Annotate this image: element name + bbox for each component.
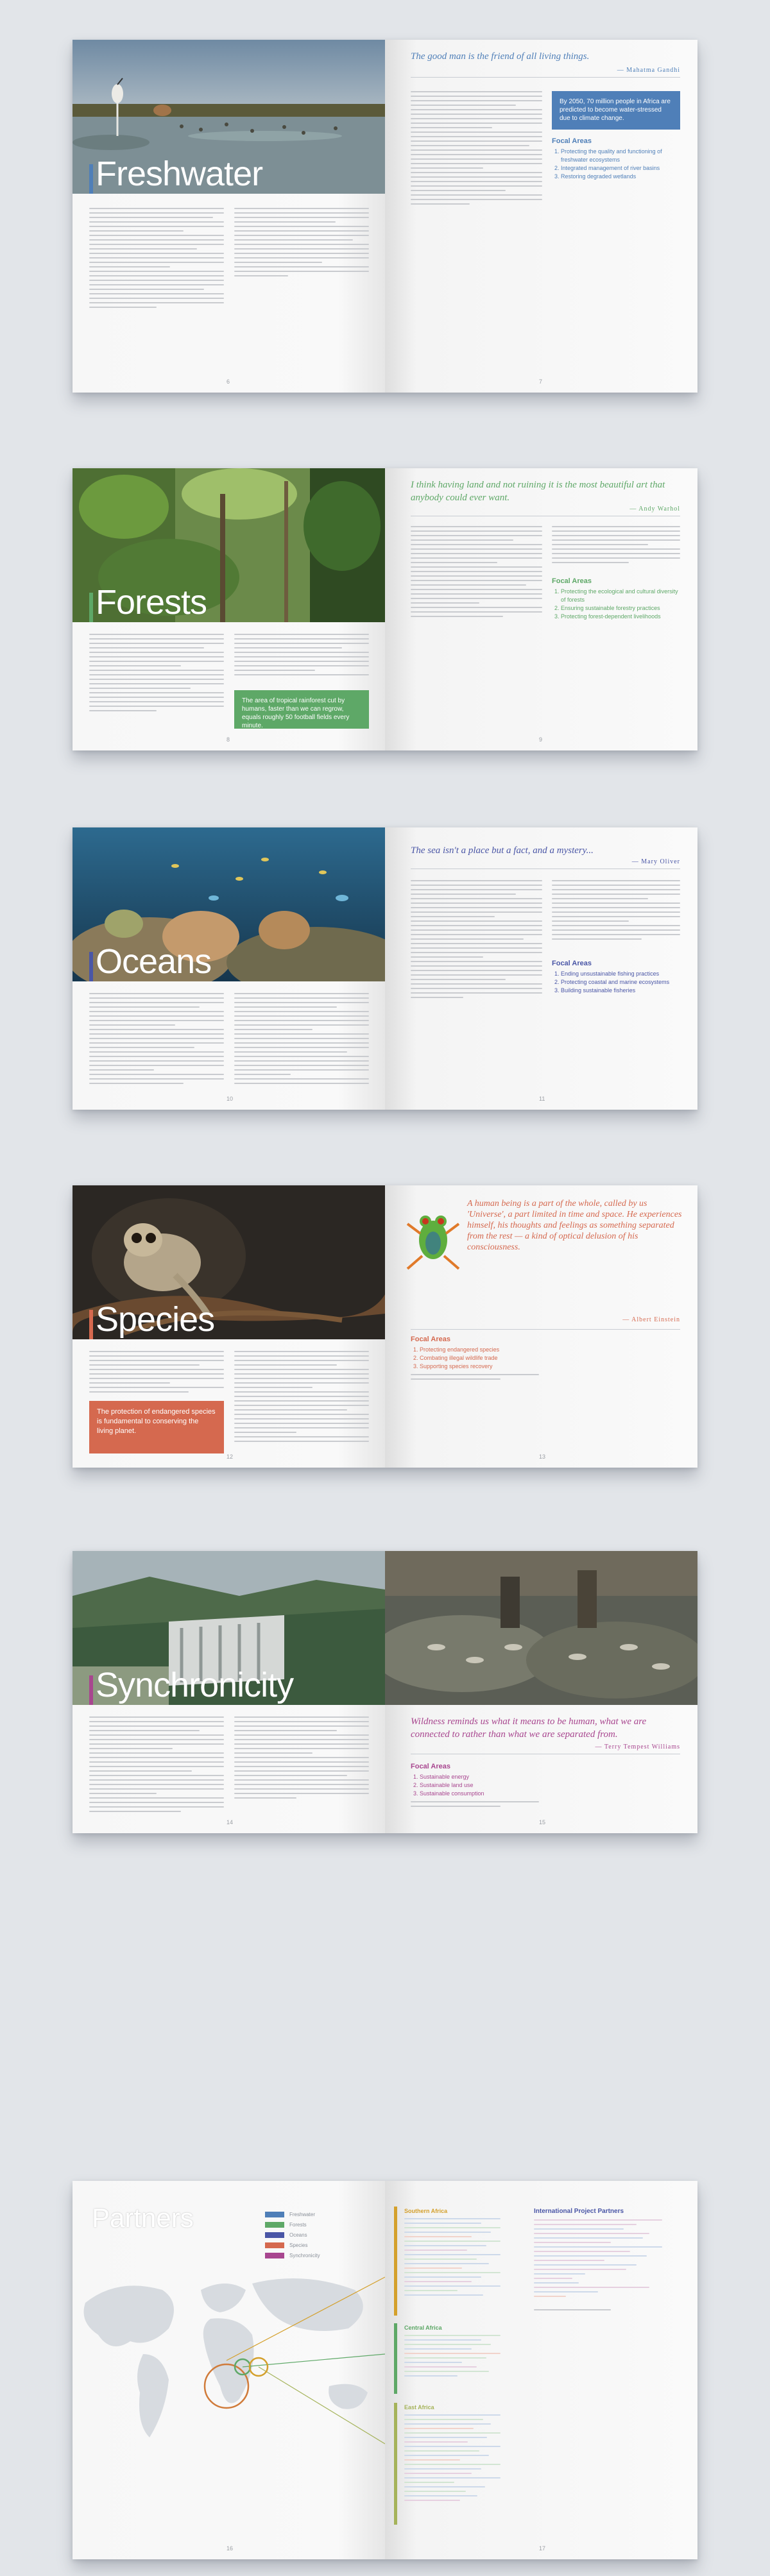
legend-label: Freshwater [289, 2212, 316, 2217]
page-number: 12 [227, 1453, 234, 1460]
page-number: 7 [539, 378, 543, 385]
region-color-bar [394, 2323, 397, 2394]
quote-attribution: — Albert Einstein [622, 1316, 680, 1323]
legend-item [265, 2232, 307, 2238]
focal-areas-list [552, 148, 683, 181]
focal-area-item: 1. Ending unsustainable fishing practices [561, 970, 683, 978]
focal-area-item: 1. Protecting the ecological and cultural diversity of forests [561, 588, 683, 604]
body-text-col-1 [89, 634, 224, 715]
legend-label: Oceans [289, 2232, 307, 2238]
right-page [385, 40, 697, 393]
section-title: Species [96, 1300, 215, 1339]
spread-freshwater [73, 40, 697, 393]
legend-item [265, 2253, 320, 2258]
body-text-col-2 [552, 880, 680, 943]
focal-area-item: 2. Protecting coastal and marine ecosystems [561, 978, 683, 987]
focal-area-item: 1. Sustainable energy [420, 1773, 567, 1781]
body-text-col-1 [411, 1801, 539, 1810]
focal-areas-list [411, 1773, 567, 1798]
focal-area-item: 3. Building sustainable fisheries [561, 987, 683, 995]
region-title: East Africa [404, 2404, 434, 2411]
focal-area-item: 2. Ensuring sustainable forestry practices [561, 604, 683, 613]
body-text-col-1 [89, 993, 224, 1087]
page-number: 14 [227, 1819, 234, 1826]
quote-rule [411, 77, 680, 78]
focal-areas-list [552, 588, 683, 621]
body-text-col-1 [89, 1351, 224, 1396]
body-text-col-2 [234, 208, 369, 280]
body-text-col-1 [411, 526, 542, 620]
callout-box: By 2050, 70 million people in Africa are predicted to become water-stressed due to climate change. [552, 91, 680, 130]
pull-quote: A human being is a part of the whole, called by us 'Universe', a part limited in time and space. He experiences himself, his thoughts and feelings as something separated from the rest — a kind of optical delusion of his consciousness. [467, 1199, 682, 1252]
legend-label: Synchronicity [289, 2253, 320, 2258]
body-text-col-1 [411, 880, 542, 1001]
region-central-africa [394, 2323, 522, 2394]
section-title: Partners [92, 2203, 194, 2233]
left-page [73, 1185, 385, 1468]
page-number: 8 [227, 736, 230, 743]
photo-fishing-market [385, 1551, 697, 1705]
body-text-col-1 [89, 1716, 224, 1815]
focal-area-item: 3. Supporting species recovery [420, 1362, 567, 1371]
focal-area-item: 1. Protecting the quality and functioning of freshwater ecosystems [561, 148, 683, 164]
quote-attribution: — Mary Oliver [631, 858, 680, 865]
right-page [385, 827, 697, 1110]
left-page [73, 1551, 385, 1833]
right-page [385, 1185, 697, 1468]
legend-label: Forests [289, 2222, 307, 2228]
region-color-bar [394, 2207, 397, 2316]
region-east-africa [394, 2403, 522, 2525]
legend-label: Species [289, 2242, 308, 2248]
spread-synchronicity [73, 1551, 697, 1833]
partner-list [404, 2218, 501, 2299]
region-southern-africa [394, 2207, 522, 2316]
international-partners-heading: International Project Partners [534, 2208, 624, 2215]
quote-attribution: — Andy Warhol [629, 505, 680, 513]
partner-list [404, 2335, 501, 2380]
focal-areas-heading: Focal Areas [411, 1763, 450, 1770]
left-page [73, 827, 385, 1110]
legend-item [265, 2242, 307, 2248]
right-page [385, 2181, 697, 2559]
page-number: 15 [539, 1819, 546, 1826]
body-text-col-2 [234, 1351, 369, 1445]
focal-areas-heading: Focal Areas [552, 137, 592, 145]
legend-swatch [265, 2222, 284, 2228]
left-page [73, 40, 385, 393]
body-text-col-2 [234, 1716, 369, 1802]
pull-quote: The sea isn't a place but a fact, and a mystery... [411, 845, 594, 856]
left-page [73, 468, 385, 750]
region-title: Central Africa [404, 2325, 442, 2331]
spread-oceans [73, 827, 697, 1110]
focal-areas-heading: Focal Areas [411, 1335, 450, 1343]
callout-box: The protection of endangered species is fundamental to conserving the living planet. [89, 1401, 224, 1453]
spread-forests [73, 468, 697, 750]
body-text-col-2 [552, 526, 680, 566]
page-number: 16 [227, 2545, 234, 2552]
body-text-col-1 [411, 91, 542, 208]
body-text-col-2 [234, 993, 369, 1087]
focal-area-item: 2. Sustainable land use [420, 1781, 567, 1790]
section-title: Synchronicity [96, 1666, 294, 1704]
left-page [73, 2181, 385, 2559]
region-color-bar [394, 2403, 397, 2525]
focal-area-item: 2. Integrated management of river basins [561, 164, 683, 173]
page-number: 10 [227, 1096, 234, 1102]
page-number: 13 [539, 1453, 546, 1460]
spread-species [73, 1185, 697, 1468]
body-text-col-1 [89, 208, 224, 311]
callout-box: The area of tropical rainforest cut by humans, faster than we can regrow, equals roughly 50 football fields every minute. [234, 690, 369, 729]
page-number: 11 [539, 1096, 545, 1102]
focal-areas-heading: Focal Areas [552, 960, 592, 967]
quote-attribution: — Mahatma Gandhi [617, 67, 680, 74]
focal-area-item: 3. Protecting forest-dependent livelihoods [561, 613, 683, 621]
legend-swatch [265, 2253, 284, 2258]
page-number: 9 [539, 736, 543, 743]
right-page [385, 1551, 697, 1833]
legend-item [265, 2212, 315, 2217]
body-text-col-2 [234, 634, 369, 679]
spread-partners [73, 2181, 697, 2559]
closing-note [534, 2309, 611, 2314]
legend-swatch [265, 2242, 284, 2248]
page-number: 17 [539, 2545, 546, 2552]
body-text-col-1 [411, 1374, 539, 1383]
right-page [385, 468, 697, 750]
legend-swatch [265, 2212, 284, 2217]
focal-area-item: 3. Sustainable consumption [420, 1790, 567, 1798]
focal-areas-list [411, 1346, 567, 1371]
focal-area-item: 2. Combating illegal wildlife trade [420, 1354, 567, 1362]
section-title: Oceans [96, 942, 212, 981]
tree-frog-illustration [404, 1205, 462, 1275]
focal-area-item: 1. Protecting endangered species [420, 1346, 567, 1354]
region-title: Southern Africa [404, 2208, 448, 2214]
page-number: 6 [227, 378, 230, 385]
legend-item [265, 2222, 307, 2228]
international-partner-list [534, 2219, 662, 2300]
quote-attribution: — Terry Tempest Williams [595, 1743, 680, 1750]
focal-areas-heading: Focal Areas [552, 577, 592, 585]
world-map [73, 2264, 385, 2476]
quote-rule [411, 1329, 680, 1330]
legend-swatch [265, 2232, 284, 2238]
pull-quote: I think having land and not ruining it is the most beautiful art that anybody could ever want. [411, 480, 665, 503]
pull-quote: Wildness reminds us what it means to be human, what we are connected to rather than what we are separated from. [411, 1716, 647, 1740]
section-title: Freshwater [96, 155, 263, 193]
partner-list [404, 2414, 501, 2504]
focal-areas-list [552, 970, 683, 995]
section-title: Forests [96, 583, 207, 622]
pull-quote: The good man is the friend of all living things. [411, 51, 590, 62]
focal-area-item: 3. Restoring degraded wetlands [561, 173, 683, 181]
